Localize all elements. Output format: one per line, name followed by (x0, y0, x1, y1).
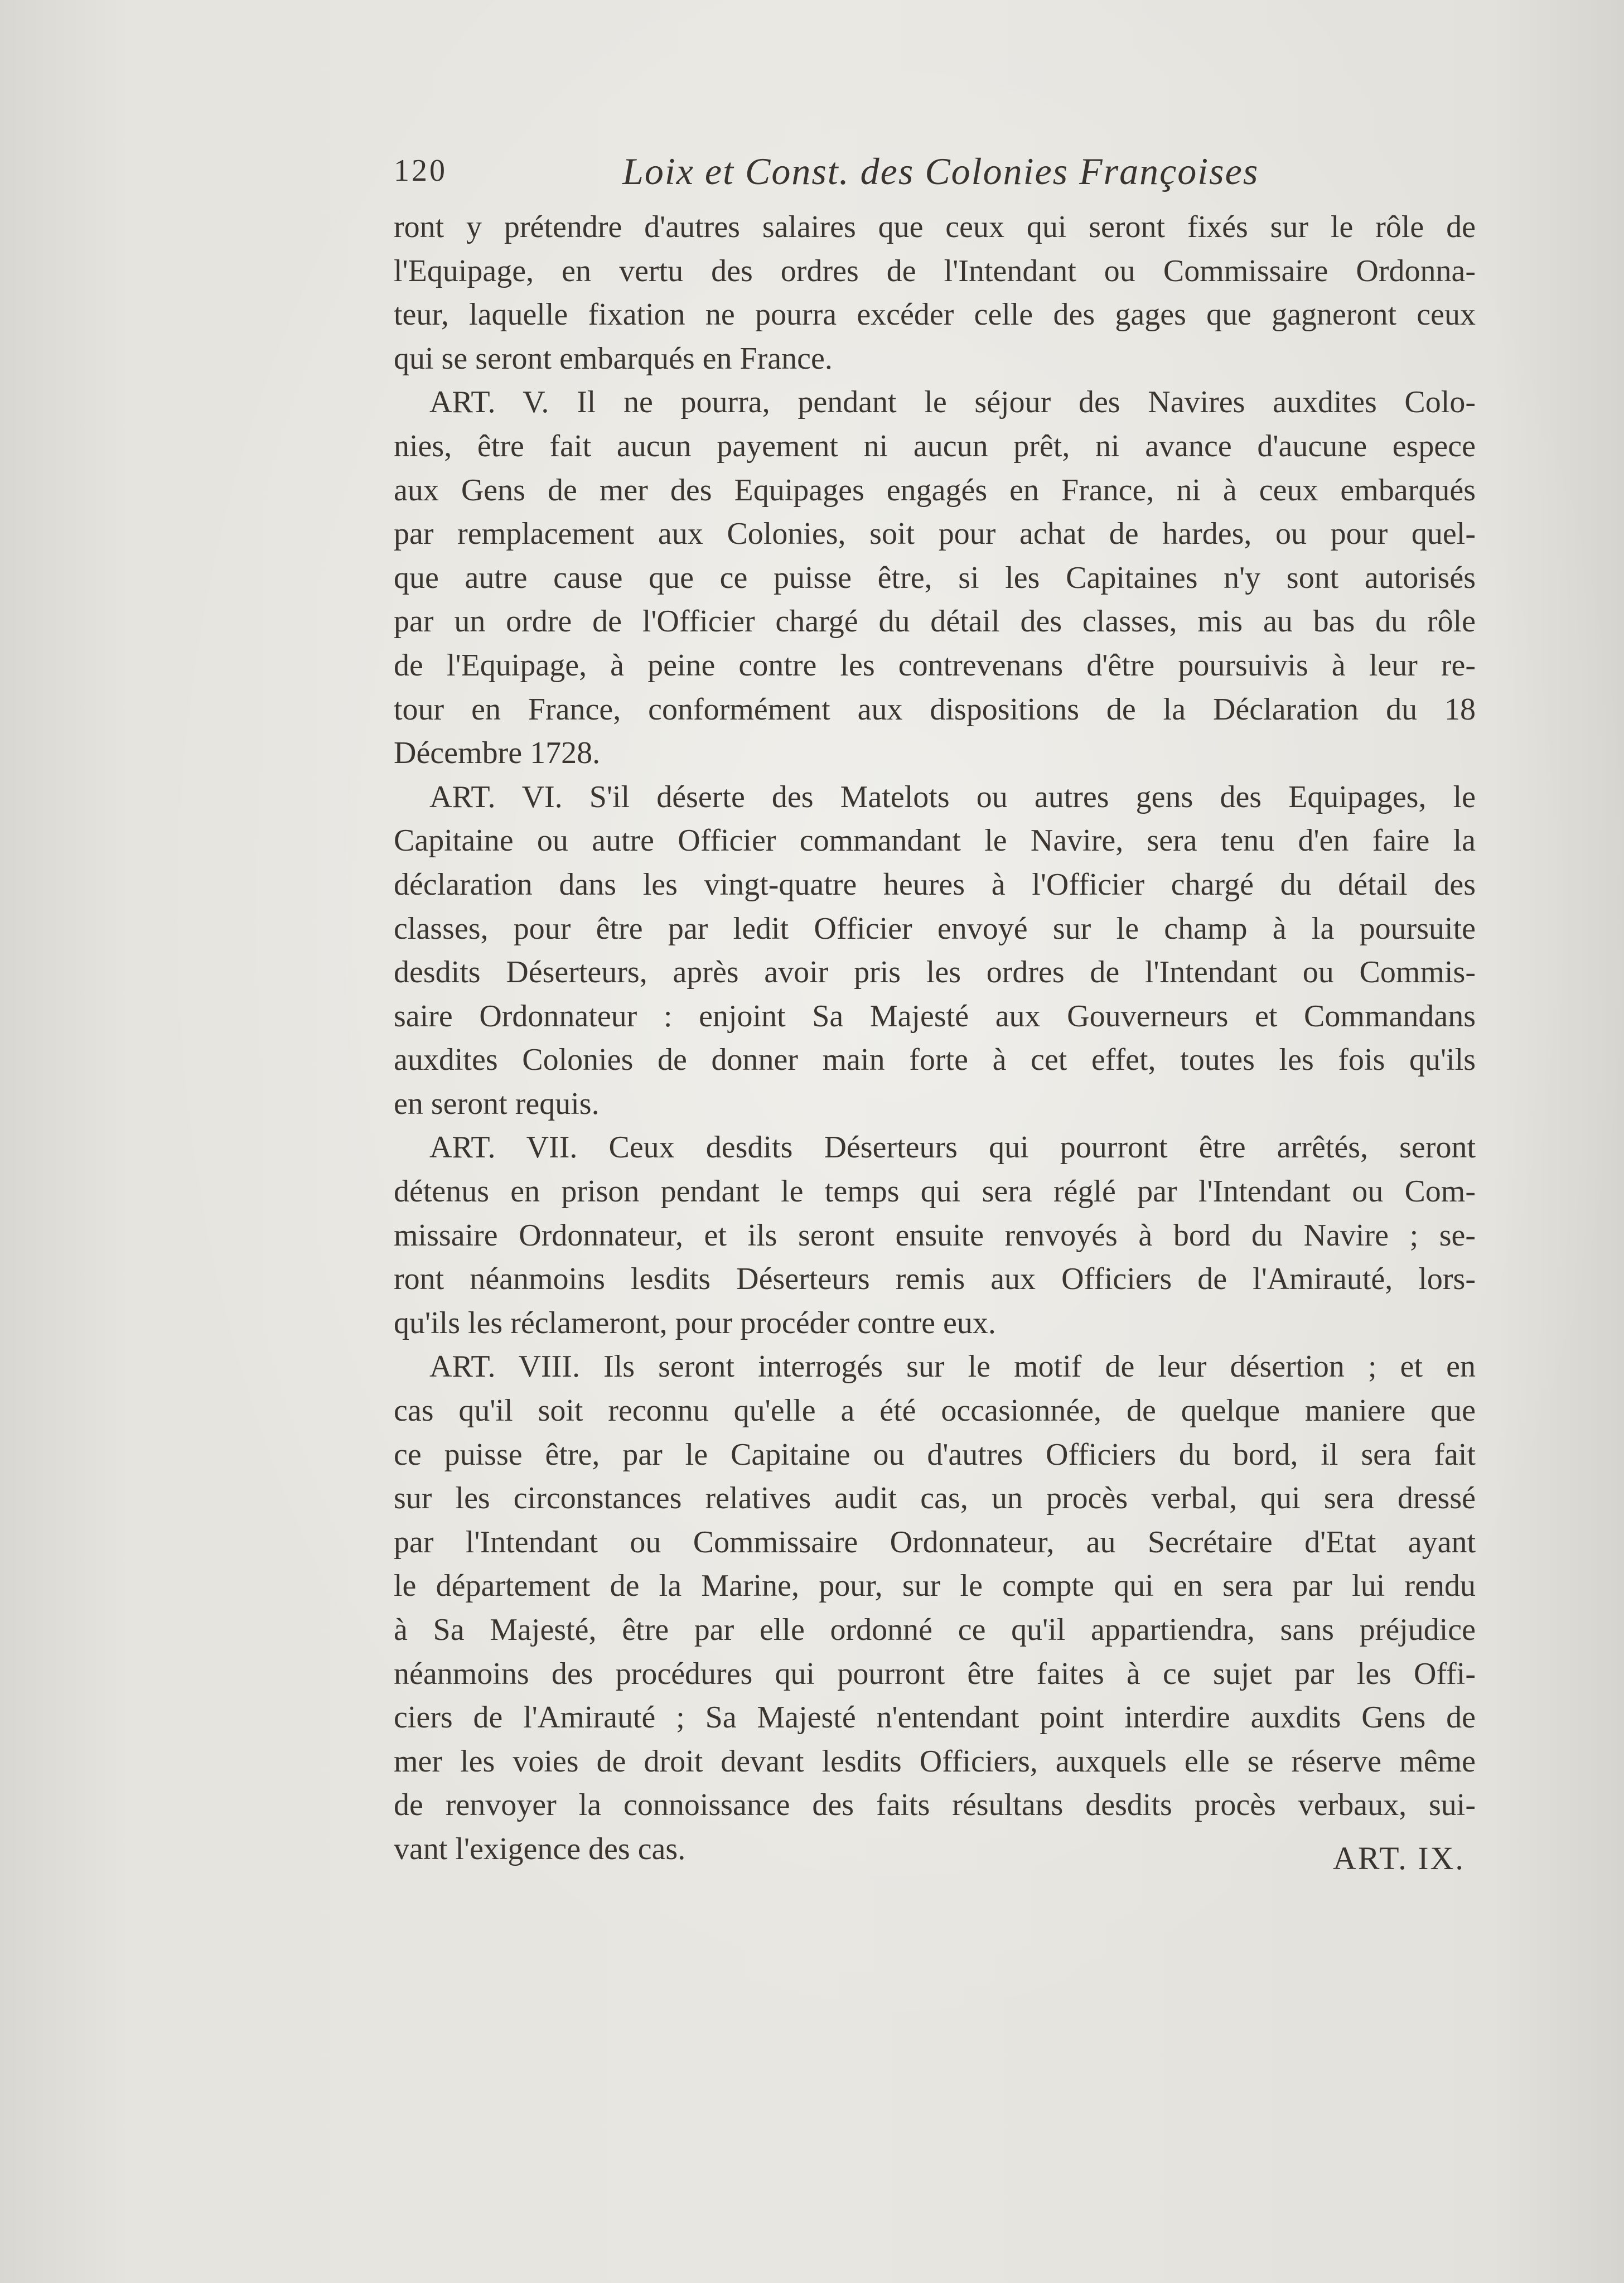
text-line: desdits Déserteurs, après avoir pris les ordres de l'Intendant ou Commis- (394, 955, 1476, 990)
text-line: classes, pour être par ledit Officier envoyé sur le champ à la poursuite (394, 911, 1476, 946)
text-line: que autre cause que ce puisse être, si les Capitaines n'y sont autorisés (394, 560, 1476, 595)
article-8-start: ART. VIII. Ils seront interrogés sur le motif de leur désertion ; et en (429, 1349, 1476, 1384)
text-line: qui se seront embarqués en France. (394, 341, 833, 376)
text-line: par remplacement aux Colonies, soit pour achat de hardes, ou pour quel- (394, 517, 1476, 552)
article-6-start: ART. VI. S'il déserte des Matelots ou autres gens des Equipages, le (429, 779, 1476, 814)
text-line: de l'Equipage, à peine contre les contrevenans d'être poursuivis à leur re- (394, 648, 1476, 683)
text-line: par un ordre de l'Officier chargé du détail des classes, mis au bas du rôle (394, 604, 1476, 639)
page-header (394, 149, 1259, 200)
text-line: vant l'exigence des cas. (394, 1831, 686, 1866)
text-line: sur les circonstances relatives audit cas, un procès verbal, qui sera dressé (394, 1481, 1476, 1516)
text-line: nies, être fait aucun payement ni aucun prêt, ni avance d'aucune espece (394, 428, 1476, 464)
article-7-start: ART. VII. Ceux desdits Déserteurs qui pourront être arrêtés, seront (429, 1130, 1476, 1165)
text-line: de renvoyer la connoissance des faits résultans desdits procès verbaux, sui- (394, 1788, 1476, 1823)
text-line: Capitaine ou autre Officier commandant le Navire, sera tenu d'en faire la (394, 823, 1476, 858)
text-line: néanmoins des procédures qui pourront être faites à ce sujet par les Offi- (394, 1656, 1476, 1691)
text-line: le département de la Marine, pour, sur le compte qui en sera par lui rendu (394, 1568, 1476, 1604)
article-5-start: ART. V. Il ne pourra, pendant le séjour des Navires auxdites Colo- (429, 385, 1476, 420)
body-text (394, 205, 1476, 1871)
text-line: saire Ordonnateur : enjoint Sa Majesté aux Gouverneurs et Commandans (394, 998, 1476, 1034)
text-line: ce puisse être, par le Capitaine ou d'autres Officiers du bord, il sera fait (394, 1437, 1476, 1472)
text-line: Décembre 1728. (394, 736, 601, 771)
page-number: 120 (394, 153, 447, 188)
text-line: par l'Intendant ou Commissaire Ordonnateur, au Secrétaire d'Etat ayant (394, 1524, 1476, 1560)
text-line: missaire Ordonnateur, et ils seront ensuite renvoyés à bord du Navire ; se- (394, 1218, 1476, 1253)
text-line: mer les voies de droit devant lesdits Officiers, auxquels elle se réserve même (394, 1744, 1476, 1779)
text-line: tour en France, conformément aux dispositions de la Déclaration du 18 (394, 692, 1476, 727)
text-line: ront y prétendre d'autres salaires que ceux qui seront fixés sur le rôle de (394, 210, 1476, 244)
text-line: qu'ils les réclameront, pour procéder contre eux. (394, 1305, 996, 1340)
text-line: en seront requis. (394, 1086, 600, 1121)
text-line: aux Gens de mer des Equipages engagés en France, ni à ceux embarqués (394, 472, 1476, 508)
text-line: l'Equipage, en vertu des ordres de l'Intendant ou Commissaire Ordonna- (394, 253, 1476, 288)
text-line: déclaration dans les vingt-quatre heures à l'Officier chargé du détail des (394, 867, 1476, 902)
running-head: Loix et Const. des Colonies Françoises (622, 150, 1259, 192)
catchword: ART. IX. (1333, 1840, 1465, 1876)
text-line: détenus en prison pendant le temps qui sera réglé par l'Intendant ou Com- (394, 1174, 1476, 1209)
text-line: à Sa Majesté, être par elle ordonné ce qu'il appartiendra, sans préjudice (394, 1613, 1476, 1647)
text-line: ront néanmoins lesdits Déserteurs remis aux Officiers de l'Amirauté, lors- (394, 1262, 1476, 1297)
text-line: cas qu'il soit reconnu qu'elle a été occasionnée, de quelque maniere que (394, 1393, 1476, 1428)
text-line: teur, laquelle fixation ne pourra excéder celle des gages que gagneront ceux (394, 297, 1476, 332)
text-line: ciers de l'Amirauté ; Sa Majesté n'entendant point interdire auxdits Gens de (394, 1700, 1476, 1735)
text-line: auxdites Colonies de donner main forte à cet effet, toutes les fois qu'ils (394, 1042, 1476, 1078)
